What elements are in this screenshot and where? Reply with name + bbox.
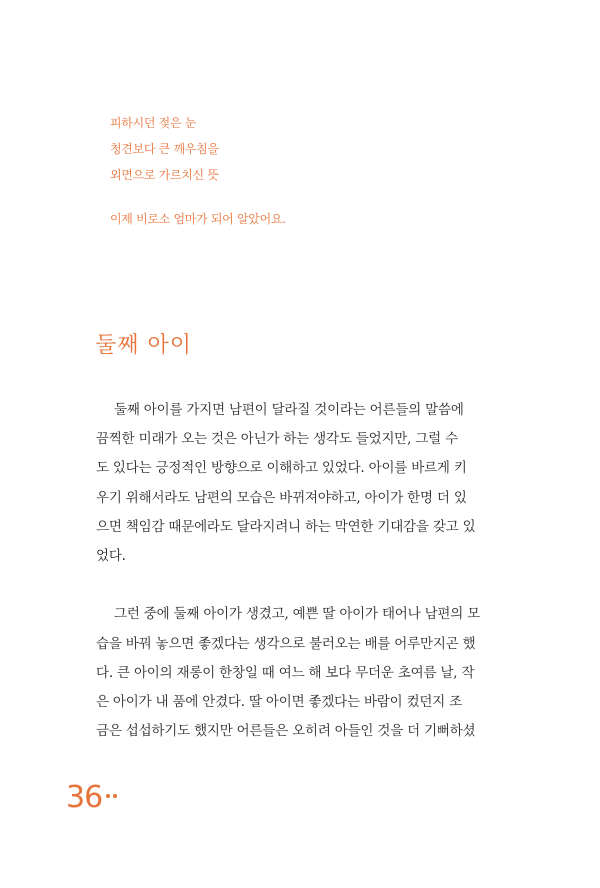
- body-line: 금은 섭섭하기도 했지만 어른들은 오히려 아들인 것을 더 기뻐하셨: [96, 723, 476, 740]
- dot-ornament: [106, 794, 110, 798]
- dot-ornament: [113, 794, 117, 798]
- body-line: 습을 바꿔 놓으면 좋겠다는 생각으로 불러오는 배를 어루만지곤 했: [96, 635, 476, 652]
- page-number-dots: [106, 794, 117, 798]
- poem-line: 청견보다 큰 깨우침을: [110, 142, 219, 156]
- section-title: 둘째 아이: [95, 333, 193, 358]
- body-line: 우기 위해서라도 남편의 모습은 바뀌져야하고, 아이가 한명 더 있: [96, 489, 467, 506]
- body-line: 둘째 아이를 가지면 남편이 달라질 것이라는 어른들의 말씀에: [114, 402, 464, 418]
- body-line: 그런 중에 둘째 아이가 생겼고, 예쁜 딸 아이가 태어나 남편의 모: [114, 606, 481, 623]
- poem-gap: [110, 188, 470, 206]
- body-line: 다. 큰 아이의 재롱이 한창일 때 여느 해 보다 무더운 초여름 날, 작: [96, 664, 475, 681]
- body-line: 으면 책임감 때문에라도 달라지려니 하는 막연한 기대감을 갖고 있: [96, 518, 476, 535]
- paragraph-gap: [96, 571, 498, 600]
- poem-line: 외면으로 가르치신 뜻: [110, 168, 219, 182]
- body-line: 도 있다는 긍정적인 방향으로 이해하고 있었다. 아이를 바르게 키: [96, 460, 467, 477]
- body-line: 은 아이가 내 품에 안겼다. 딸 아이면 좋겠다는 바람이 컸던지 조: [96, 693, 463, 710]
- poem-excerpt: [110, 110, 470, 232]
- body-line: 었다.: [96, 547, 126, 564]
- body-line: 끔찍한 미래가 오는 것은 아닌가 하는 생각도 들었지만, 그럴 수: [96, 431, 458, 448]
- body-text: [96, 396, 498, 746]
- poem-closing-line: 이제 비로소 엄마가 되어 알았어요.: [110, 212, 286, 226]
- page-footer: [66, 780, 117, 816]
- page-number: 36: [66, 780, 103, 815]
- poem-line: 피하시던 젖은 눈: [110, 116, 197, 130]
